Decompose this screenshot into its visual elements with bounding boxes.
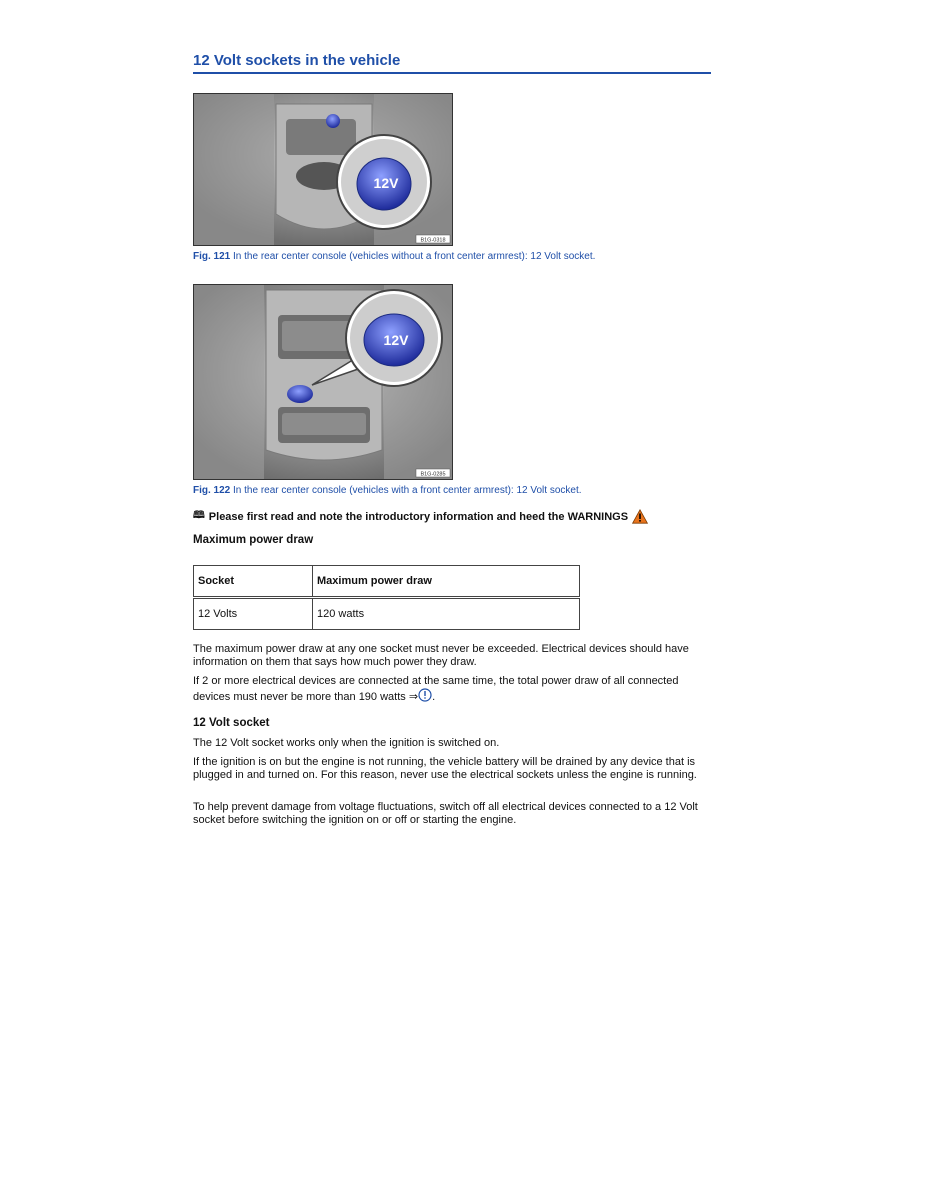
figure-number: Fig. 122	[193, 485, 231, 496]
socket-label-12v: 12V	[383, 332, 409, 348]
heading-maximum-power-draw: Maximum power draw	[193, 534, 314, 546]
table-cell: 12 Volts	[194, 598, 313, 630]
book-icon: 🕮	[193, 510, 205, 521]
power-draw-table	[193, 565, 580, 630]
table-row	[194, 598, 580, 630]
paragraph-end: .	[432, 691, 436, 703]
table-header-cell: Socket	[194, 566, 313, 598]
paragraph: If the ignition is on but the engine is not running, the vehicle battery will be drained by any device that is plugged in and turned on. For this reason, never use the electrical sockets unless the engine is running.	[193, 756, 697, 781]
image-code: B1G-0285	[420, 471, 446, 478]
figure-121-caption	[193, 251, 595, 262]
figure-caption-text: In the rear center console (vehicles without a front center armrest): 12 Volt socket.	[230, 251, 596, 262]
intro-text: Please first read and note the introductory information and heed the WARNINGS	[208, 510, 629, 523]
figure-caption-text: In the rear center console (vehicles with a front center armrest): 12 Volt socket.	[230, 485, 582, 496]
table-cell: 120 watts	[313, 598, 580, 630]
image-code: B1G-0318	[420, 237, 446, 244]
paragraph-text: If 2 or more electrical devices are connected at the same time, the total power draw of all connected devices must never be more than 190 watts ⇒	[193, 675, 679, 703]
table-header-row	[194, 566, 580, 598]
heading-12-volt-socket: 12 Volt socket	[193, 717, 270, 729]
figure-number: Fig. 121	[193, 251, 231, 262]
table-header-cell: Maximum power draw	[313, 566, 580, 598]
figure-122-caption	[193, 485, 582, 496]
socket-label-12v: 12V	[373, 175, 399, 191]
intro-warning-line	[193, 508, 648, 525]
warning-triangle-icon	[632, 509, 648, 524]
page-title: 12 Volt sockets in the vehicle	[193, 52, 711, 74]
figure-121-image	[193, 93, 453, 246]
paragraph: The maximum power draw at any one socket must never be exceeded. Electrical devices should have information on them that says how much power they draw.	[193, 643, 689, 668]
paragraph-with-warning-ref	[193, 675, 711, 704]
paragraph: The 12 Volt socket works only when the ignition is switched on.	[193, 737, 500, 749]
paragraph: To help prevent damage from voltage fluctuations, switch off all electrical devices connected to a 12 Volt socket before switching the ignition on or off or starting the engine.	[193, 801, 698, 826]
caution-circle-icon[interactable]	[418, 688, 432, 702]
figure-122-image	[193, 284, 453, 480]
